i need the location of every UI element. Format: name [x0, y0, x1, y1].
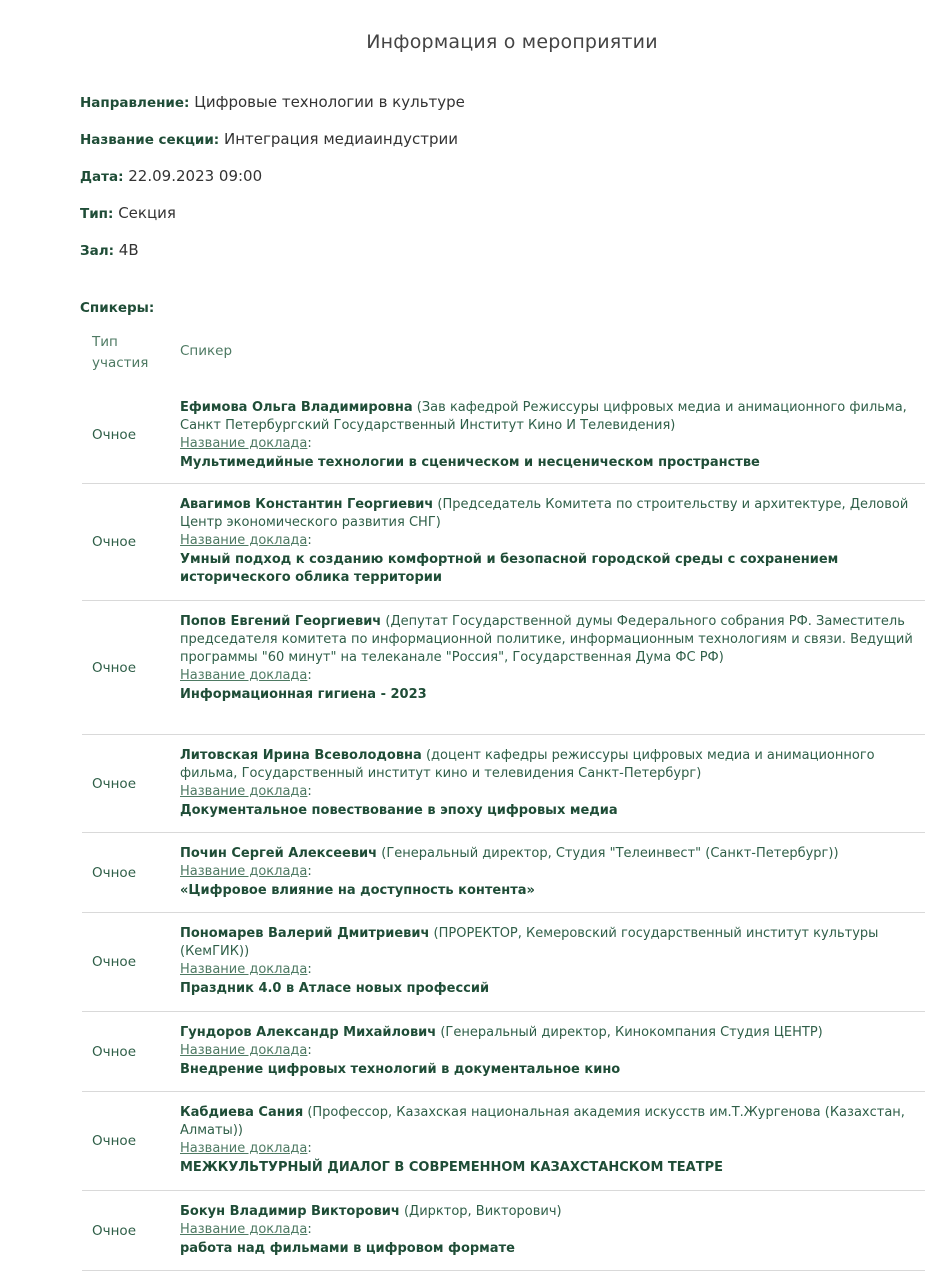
participation-type: Очное [92, 775, 136, 792]
info-label: Название секции [80, 132, 214, 148]
table-row [82, 1191, 925, 1271]
speaker-cell: Попов Евгений Георгиевич (Депутат Государственной думы Федерального собрания РФ. Заместитель председателя комитета по информационной политике, информационным технологиям и связи. Ведущий программы "60 минут" на телеканале "Россия", Государственная Дума ФС РФ) Название доклада: Информационная гигиена - 2023 [180, 601, 925, 734]
participation-type: Очное [92, 659, 136, 676]
speaker-details: ПРОРЕКТОР, Кемеровский государственный институт культуры (КемГИК) [180, 926, 879, 959]
info-value: Цифровые технологии в культуре [194, 93, 465, 111]
speaker-name: Литовская Ирина Всеволодовна [180, 748, 422, 763]
speaker-details: Зав кафедрой Режиссуры цифровых медиа и анимационного фильма, Санкт Петербургский Государственный Институт Кино И Телевидения [180, 400, 907, 433]
table-header [82, 330, 925, 387]
info-value: Интеграция медиаиндустрии [223, 130, 458, 148]
speaker-cell: Почин Сергей Алексеевич (Генеральный директор, Студия "Телеинвест" (Санкт-Петербург)) Название доклада: «Цифровое влияние на доступность контента» [180, 833, 925, 912]
report-title: Праздник 4.0 в Атласе новых профессий [180, 981, 490, 996]
info-type: Тип: Секция [80, 204, 176, 222]
participation-type: Очное [92, 864, 136, 881]
participation-type: Очное [92, 427, 136, 443]
info-date: Дата: 22.09.2023 09:00 [80, 167, 263, 185]
column-header-type: Тип участия [92, 334, 149, 371]
speaker-details: Дирктор, Викторович [409, 1204, 557, 1219]
speakers-heading: Спикеры: [80, 300, 155, 316]
info-value: 22.09.2023 09:00 [128, 167, 263, 185]
table-row [82, 833, 925, 913]
report-title: работа над фильмами в цифровом формате [180, 1241, 515, 1256]
table-row [82, 1092, 925, 1191]
info-section-name: Название секции: Интеграция медиаиндустрии [80, 130, 458, 148]
report-title-link[interactable]: Название доклада [180, 668, 308, 683]
speaker-details: Генеральный директор, Кинокомпания Студия ЦЕНТР [445, 1025, 818, 1040]
speaker-cell: Ефимова Ольга Владимировна (Зав кафедрой Режиссуры цифровых медиа и анимационного фильма, Санкт Петербургский Государственный Институт Кино И Телевидения) Название доклада: Мультимедийные технологии в сценическом и несценическом пространстве [180, 387, 925, 483]
speaker-name: Бокун Владимир Викторович [180, 1204, 400, 1219]
speaker-name: Попов Евгений Георгиевич [180, 614, 382, 629]
info-direction: Направление: Цифровые технологии в культуре [80, 93, 465, 111]
report-title-link[interactable]: Название доклада [180, 533, 308, 548]
report-title: Информационная гигиена - 2023 [180, 687, 427, 702]
info-label: Дата [80, 169, 119, 185]
report-title-link[interactable]: Название доклада [180, 1141, 308, 1156]
event-info [80, 93, 465, 278]
report-title-link[interactable]: Название доклада [180, 1043, 308, 1058]
speaker-name: Кабдиева Сания [180, 1105, 304, 1120]
column-header-speaker: Спикер [180, 343, 233, 359]
participation-type: Очное [92, 1222, 136, 1239]
speaker-name: Почин Сергей Алексеевич [180, 846, 378, 861]
participation-type: Очное [92, 954, 136, 970]
speaker-name: Гундоров Александр Михайлович [180, 1025, 437, 1040]
speaker-name: Ефимова Ольга Владимировна [180, 400, 413, 415]
report-title: Внедрение цифровых технологий в документальное кино [180, 1062, 621, 1077]
table-row [82, 387, 925, 484]
report-title: «Цифровое влияние на доступность контента» [180, 883, 535, 898]
speaker-details: Депутат Государственной думы Федерального собрания РФ. Заместитель председателя комитета по информационной политике, информационным технологиям и связи. Ведущий программы "60 минут" на телеканале "Россия", Государственная Дума ФС РФ [180, 614, 913, 665]
participation-type: Очное [92, 534, 136, 550]
speakers-table [82, 330, 925, 1271]
speaker-cell: Пономарев Валерий Дмитриевич (ПРОРЕКТОР, Кемеровский государственный институт культуры (КемГИК)) Название доклада: Праздник 4.0 в Атласе новых профессий [180, 913, 925, 1011]
speaker-cell: Литовская Ирина Всеволодовна (доцент кафедры режиссуры цифровых медиа и анимационного фильма, Государственный институт кино и телевидения Санкт-Петербург) Название доклада: Документальное повествование в эпоху цифровых медиа [180, 735, 925, 832]
info-label: Направление [80, 95, 185, 111]
speaker-name: Пономарев Валерий Дмитриевич [180, 926, 430, 941]
report-title-link[interactable]: Название доклада [180, 436, 308, 451]
speaker-details: доцент кафедры режиссуры цифровых медиа и анимационного фильма, Государственный институт кино и телевидения Санкт-Петербург [180, 748, 875, 781]
table-row [82, 484, 925, 601]
participation-type: Очное [92, 1133, 136, 1149]
speaker-cell: Авагимов Константин Георгиевич (Председатель Комитета по строительству и архитектуре, Деловой Центр экономического развития СНГ) Название доклада: Умный подход к созданию комфортной и безопасной городской среды с сохранением исторического облика территории [180, 484, 925, 600]
info-value: Секция [118, 204, 176, 222]
table-row [82, 601, 925, 735]
report-title: МЕЖКУЛЬТУРНЫЙ ДИАЛОГ В СОВРЕМЕННОМ КАЗАХСТАНСКОМ ТЕАТРЕ [180, 1160, 723, 1175]
page-title: Информация о мероприятии [366, 31, 658, 53]
report-title-link[interactable]: Название доклада [180, 784, 308, 799]
table-row [82, 735, 925, 833]
info-label: Тип [80, 206, 108, 222]
participation-type: Очное [92, 1043, 136, 1060]
info-label: Зал [80, 243, 109, 259]
report-title: Умный подход к созданию комфортной и безопасной городской среды с сохранением исторического облика территории [180, 552, 839, 585]
table-row [82, 913, 925, 1012]
speaker-cell: Кабдиева Сания (Профессор, Казахская национальная академия искусств им.Т.Жургенова (Казахстан, Алматы)) Название доклада: МЕЖКУЛЬТУРНЫЙ ДИАЛОГ В СОВРЕМЕННОМ КАЗАХСТАНСКОМ ТЕАТРЕ [180, 1092, 925, 1190]
report-title-link[interactable]: Название доклада [180, 864, 308, 879]
info-value: 4B [118, 241, 139, 259]
speaker-name: Авагимов Константин Георгиевич [180, 497, 434, 512]
speaker-details: Профессор, Казахская национальная академия искусств им.Т.Жургенова (Казахстан, Алматы) [180, 1105, 905, 1138]
speaker-cell: Бокун Владимир Викторович (Дирктор, Викторович) Название доклада: работа над фильмами в цифровом формате [180, 1191, 925, 1270]
speaker-details: Председатель Комитета по строительству и архитектуре, Деловой Центр экономического развития СНГ [180, 497, 909, 530]
report-title-link[interactable]: Название доклада [180, 1222, 308, 1237]
info-hall: Зал: 4B [80, 241, 139, 259]
report-title: Мультимедийные технологии в сценическом и несценическом пространстве [180, 455, 760, 470]
table-row [82, 1012, 925, 1092]
speaker-details: Генеральный директор, Студия "Телеинвест" (Санкт-Петербург) [386, 846, 834, 861]
report-title: Документальное повествование в эпоху цифровых медиа [180, 803, 618, 818]
report-title-link[interactable]: Название доклада [180, 962, 308, 977]
speaker-cell: Гундоров Александр Михайлович (Генеральный директор, Кинокомпания Студия ЦЕНТР) Название доклада: Внедрение цифровых технологий в документальное кино [180, 1012, 925, 1091]
